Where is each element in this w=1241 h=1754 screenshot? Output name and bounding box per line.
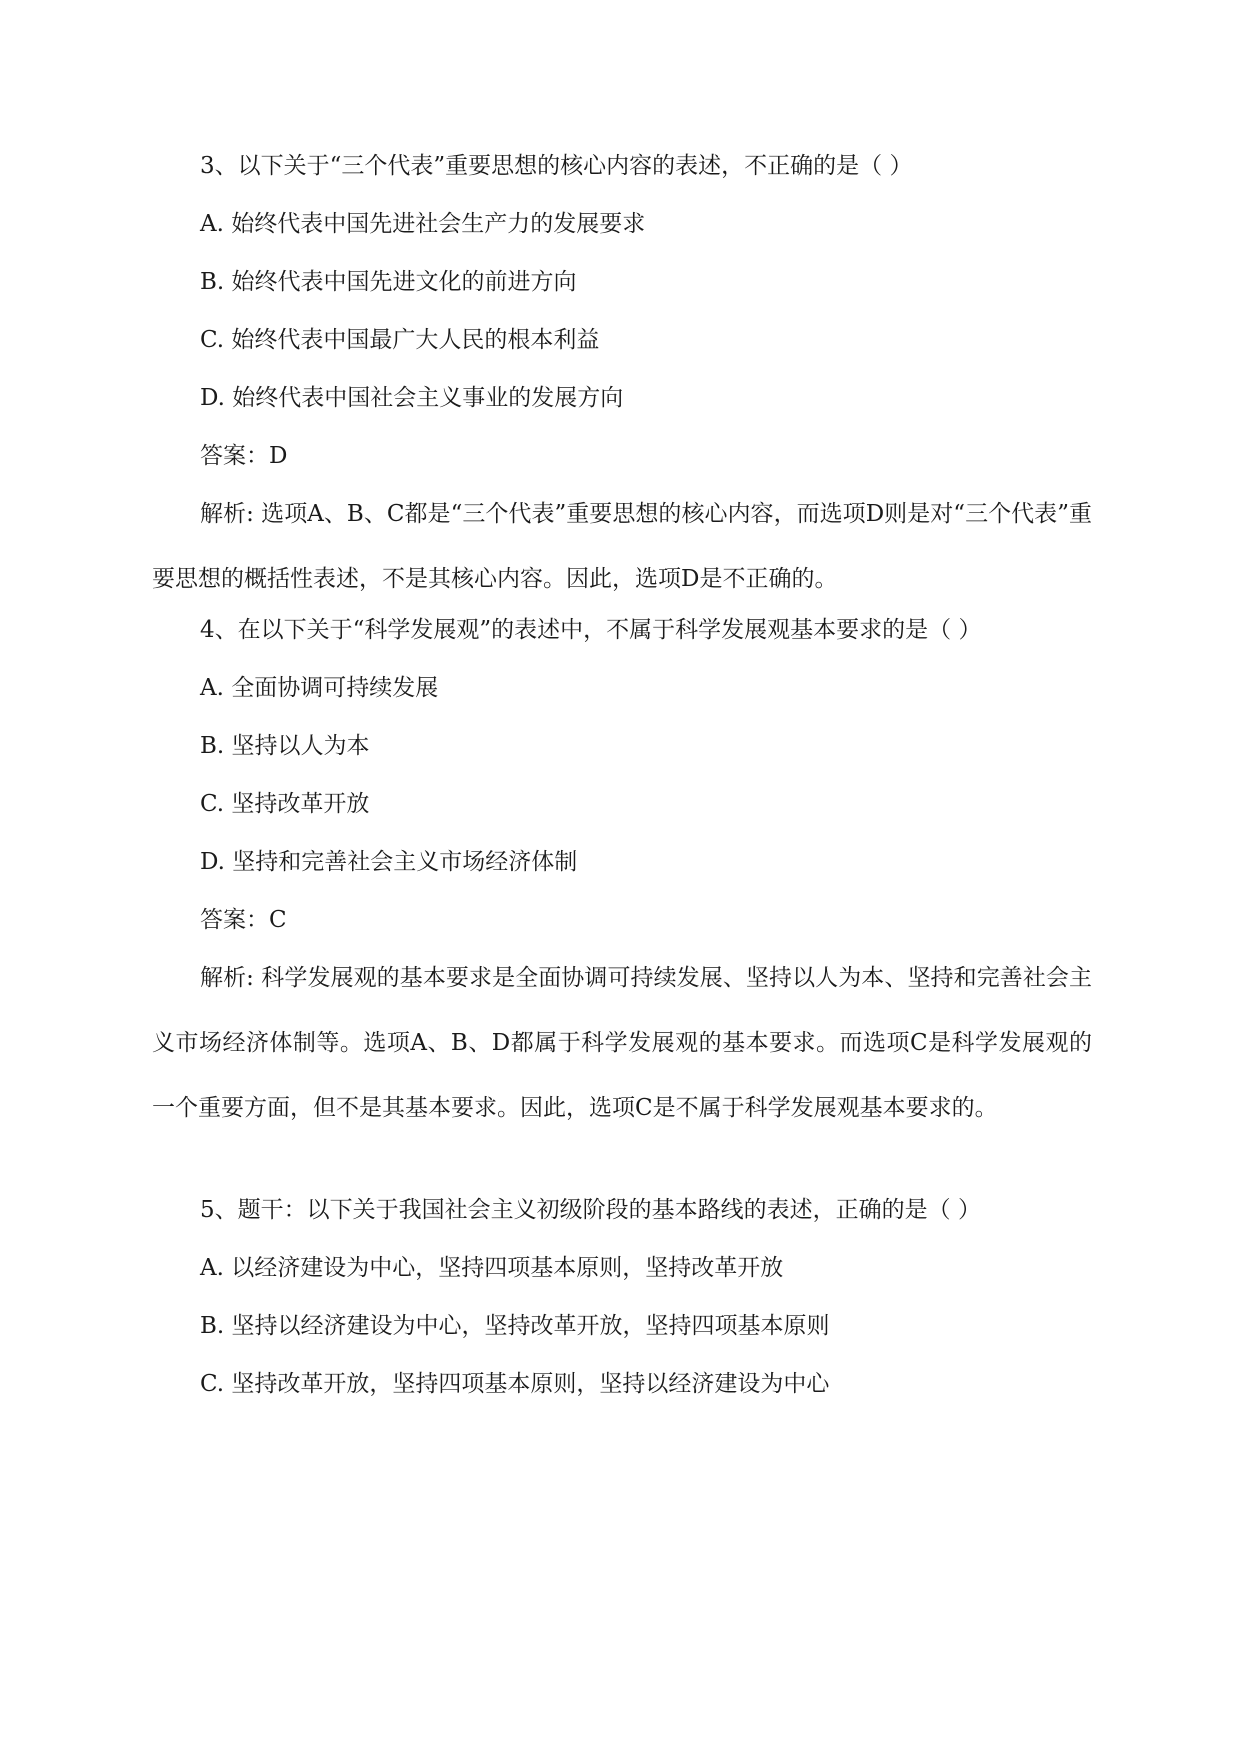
question-4-stem: 4、在以下关于“科学发展观”的表述中，不属于科学发展观基本要求的是（ ） bbox=[200, 617, 982, 643]
question-5-option-a: A. 以经济建设为中心，坚持四项基本原则，坚持改革开放 bbox=[200, 1255, 784, 1281]
question-3-option-a: A. 始终代表中国先进社会生产力的发展要求 bbox=[200, 211, 646, 237]
question-5-option-b: B. 坚持以经济建设为中心，坚持改革开放，坚持四项基本原则 bbox=[200, 1313, 830, 1339]
question-3-option-c: C. 始终代表中国最广大人民的根本利益 bbox=[200, 327, 600, 353]
question-3-option-d: D. 始终代表中国社会主义事业的发展方向 bbox=[200, 385, 624, 411]
question-4-option-c: C. 坚持改革开放 bbox=[200, 791, 370, 817]
question-3-answer: 答案：D bbox=[200, 443, 288, 469]
question-3-analysis: 解析: 选项A、B、C都是“三个代表”重要思想的核心内容，而选项D则是对“三个代表”重要思想的概括性表述，不是其核心内容。因此，选项D是不正确的。 bbox=[152, 501, 1092, 592]
question-4-answer: 答案：C bbox=[200, 907, 287, 933]
question-4-option-b: B. 坚持以人为本 bbox=[200, 733, 370, 759]
question-4-analysis: 解析: 科学发展观的基本要求是全面协调可持续发展、坚持以人为本、坚持和完善社会主义市场经济体制等。选项A、B、D都属于科学发展观的基本要求。而选项C是科学发展观的一个重要方面，但不是其基本要求。因此，选项C是不属于科学发展观基本要求的。 bbox=[152, 965, 1092, 1121]
question-5-option-c: C. 坚持改革开放，坚持四项基本原则，坚持以经济建设为中心 bbox=[200, 1371, 830, 1397]
question-3-stem: 3、以下关于“三个代表”重要思想的核心内容的表述，不正确的是（ ） bbox=[200, 153, 913, 179]
question-3-option-b: B. 始终代表中国先进文化的前进方向 bbox=[200, 269, 577, 295]
question-5-stem: 5、题干：以下关于我国社会主义初级阶段的基本路线的表述，正确的是（ ） bbox=[200, 1197, 981, 1223]
question-4-option-d: D. 坚持和完善社会主义市场经济体制 bbox=[200, 849, 578, 875]
question-4-option-a: A. 全面协调可持续发展 bbox=[200, 675, 439, 701]
